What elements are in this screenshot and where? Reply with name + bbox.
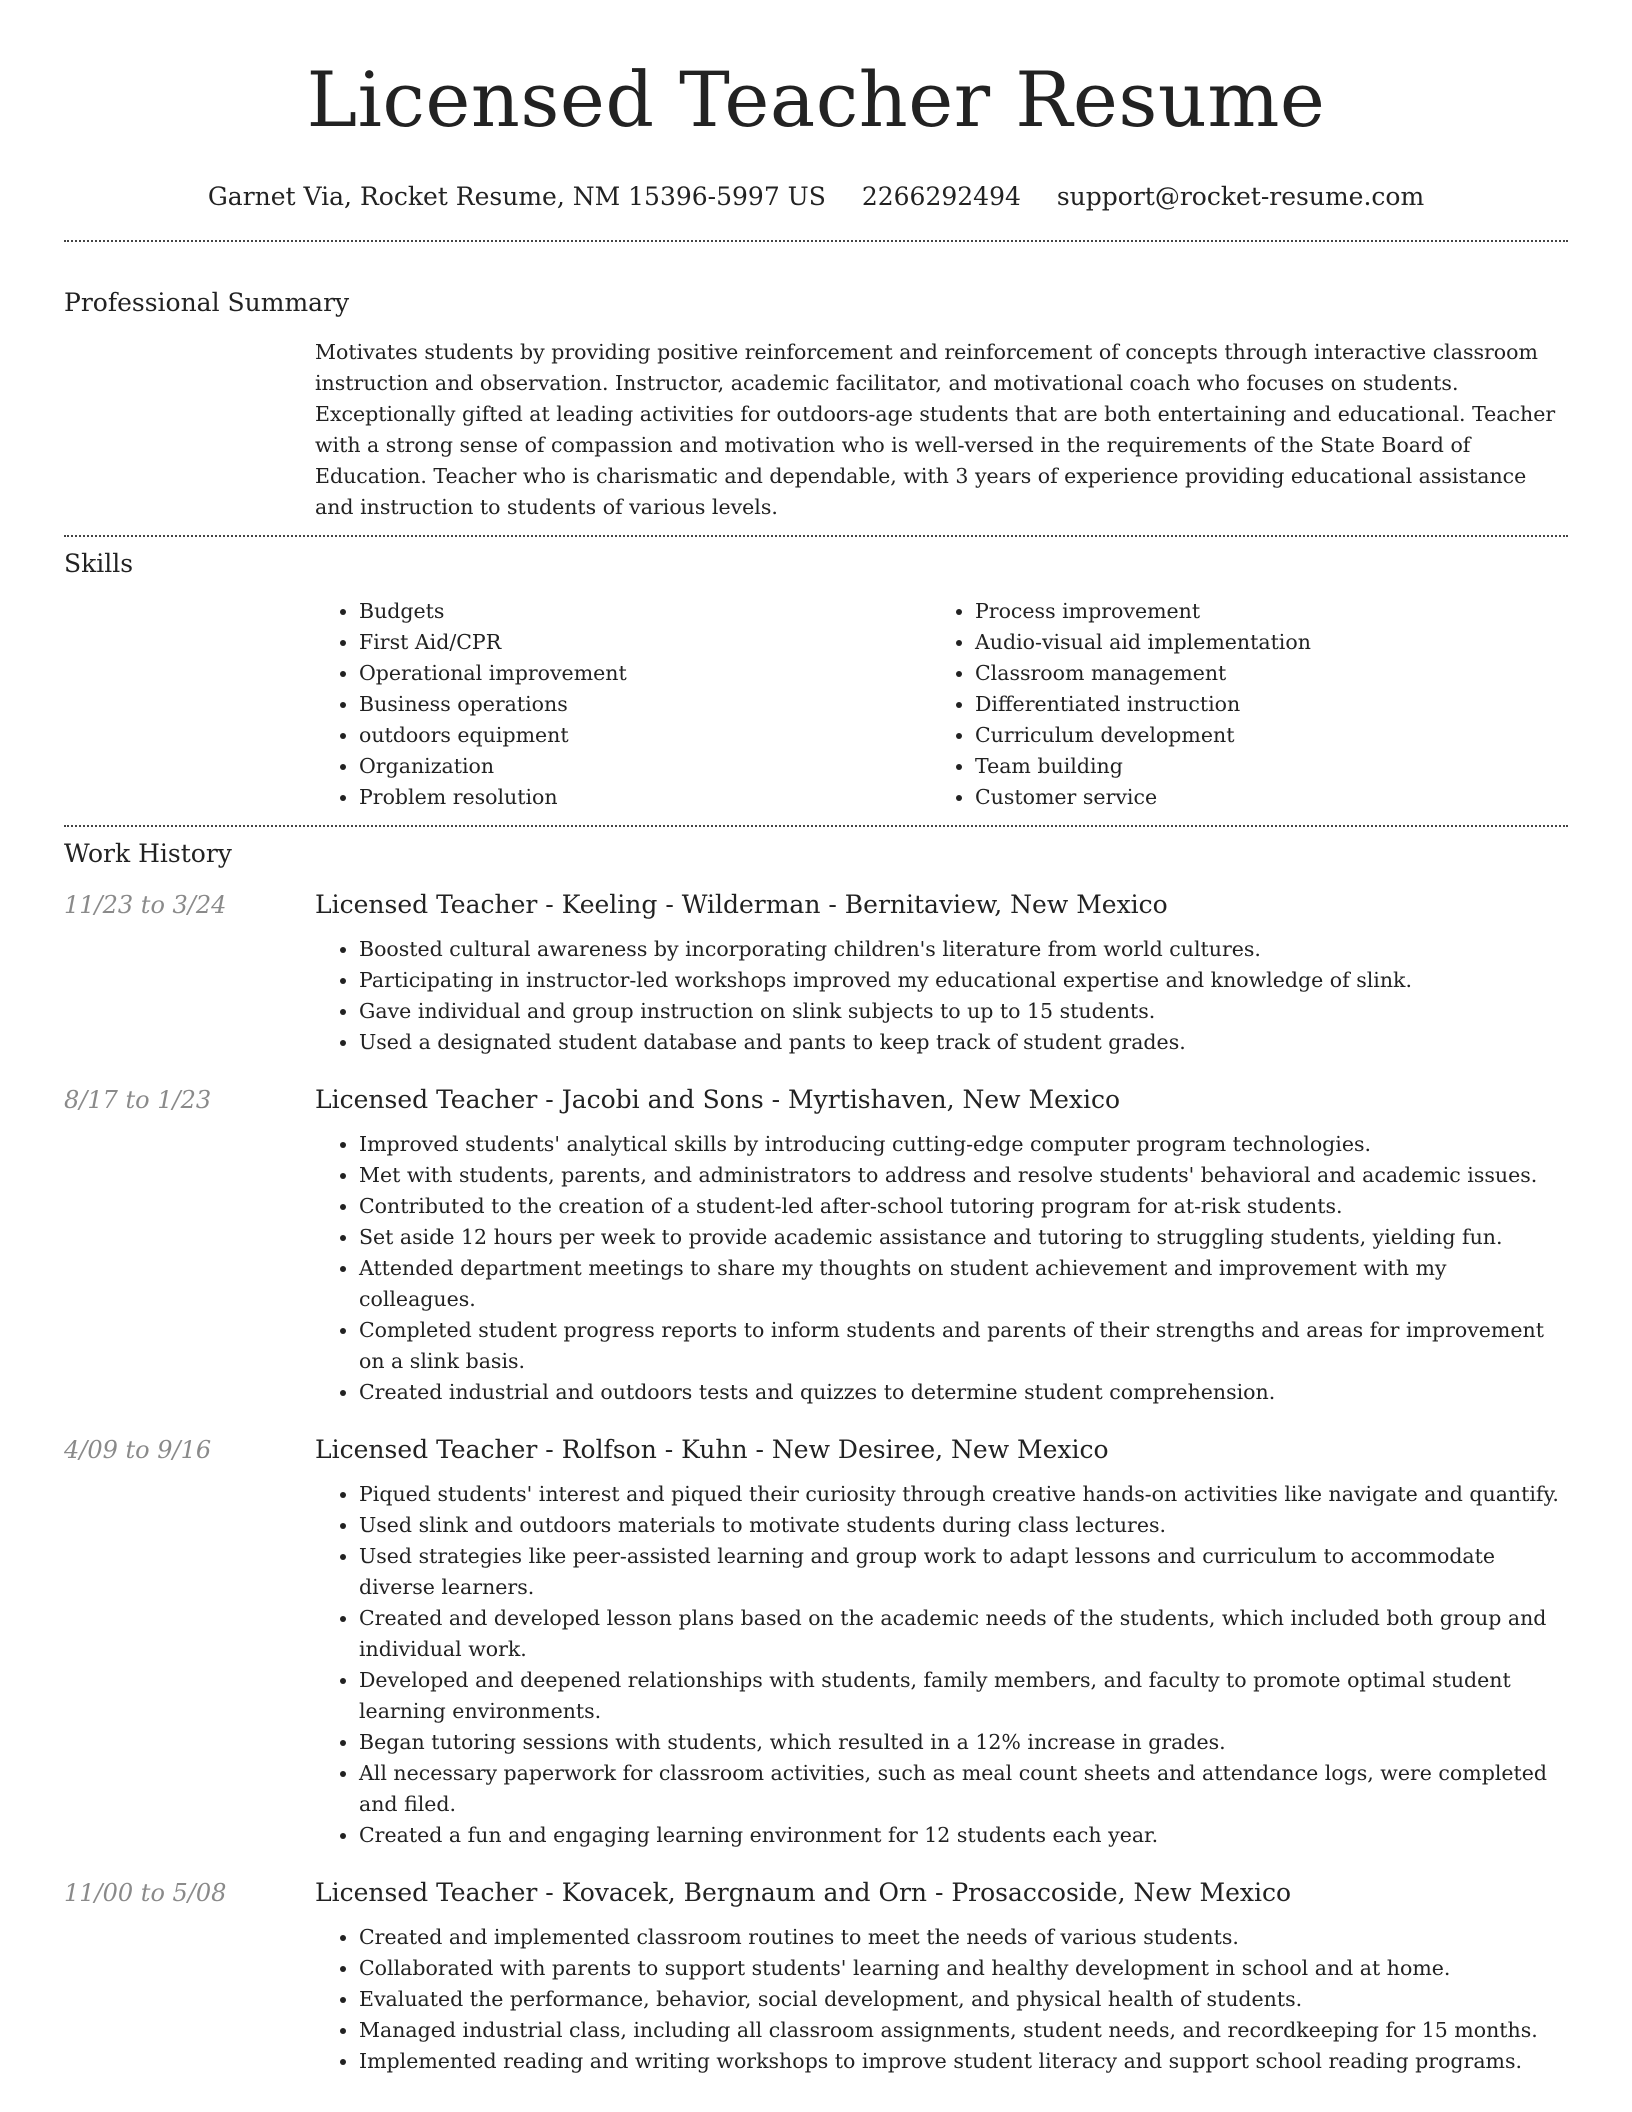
job-details bbox=[315, 1433, 1568, 1851]
skill-item: • First Aid/CPR bbox=[359, 627, 931, 658]
job-details bbox=[315, 888, 1568, 1058]
skill-item: • Operational improvement bbox=[359, 658, 931, 689]
job-bullets bbox=[315, 934, 1568, 1058]
job-dates: 11/00 to 5/08 bbox=[64, 1879, 227, 1907]
job-bullets bbox=[315, 1129, 1568, 1408]
summary-divider bbox=[64, 535, 1568, 537]
skill-item: • Differentiated instruction bbox=[975, 689, 1547, 720]
job-details bbox=[315, 1876, 1568, 2077]
job-details bbox=[315, 1083, 1568, 1408]
summary-section bbox=[64, 287, 1568, 523]
job-bullet: • Evaluated the performance, behavior, social development, and physical health of students. bbox=[359, 1984, 1568, 2015]
job-title: Licensed Teacher - Kovacek, Bergnaum and Orn - Prosaccoside, New Mexico bbox=[315, 1878, 1292, 1907]
skill-item: • Audio-visual aid implementation bbox=[975, 627, 1547, 658]
skills-heading: Skills bbox=[64, 549, 134, 578]
job-entry bbox=[64, 1433, 1568, 1851]
job-bullet: • Created a fun and engaging learning environment for 12 students each year. bbox=[359, 1820, 1568, 1851]
job-bullet: • Used a designated student database and pants to keep track of student grades. bbox=[359, 1027, 1568, 1058]
skill-item: • Team building bbox=[975, 751, 1547, 782]
job-title: Licensed Teacher - Rolfson - Kuhn - New Desiree, New Mexico bbox=[315, 1435, 1109, 1464]
job-bullet: • Created and developed lesson plans based on the academic needs of the students, which included both group and individual work. bbox=[359, 1603, 1568, 1665]
skills-section bbox=[64, 548, 1568, 813]
job-dates: 8/17 to 1/23 bbox=[64, 1086, 212, 1114]
job-bullet: • Began tutoring sessions with students, which resulted in a 12% increase in grades. bbox=[359, 1727, 1568, 1758]
header-divider bbox=[64, 240, 1568, 242]
skill-item: • Classroom management bbox=[975, 658, 1547, 689]
skill-item: • Budgets bbox=[359, 596, 931, 627]
skill-item: • Business operations bbox=[359, 689, 931, 720]
job-bullet: • Used slink and outdoors materials to motivate students during class lectures. bbox=[359, 1510, 1568, 1541]
skill-item: • Organization bbox=[359, 751, 931, 782]
summary-heading: Professional Summary bbox=[64, 288, 350, 317]
skill-item: • Customer service bbox=[975, 782, 1547, 813]
skill-item: • Curriculum development bbox=[975, 720, 1547, 751]
job-title: Licensed Teacher - Keeling - Wilderman - Bernitaview, New Mexico bbox=[315, 890, 1168, 919]
job-bullet: • Met with students, parents, and administrators to address and resolve students' behavioral and academic issues. bbox=[359, 1160, 1568, 1191]
job-bullet: • Piqued students' interest and piqued their curiosity through creative hands-on activities like navigate and quantify. bbox=[359, 1479, 1568, 1510]
skills-divider bbox=[64, 825, 1568, 827]
work-history-heading: Work History bbox=[64, 839, 232, 868]
resume-page bbox=[64, 0, 1568, 2077]
job-bullet: • Attended department meetings to share my thoughts on student achievement and improvement with my colleagues. bbox=[359, 1253, 1568, 1315]
job-bullet: • Collaborated with parents to support students' learning and healthy development in school and at home. bbox=[359, 1953, 1568, 1984]
skills-list bbox=[315, 596, 1568, 813]
job-bullet: • Developed and deepened relationships with students, family members, and faculty to promote optimal student learning environments. bbox=[359, 1665, 1568, 1727]
summary-text: Motivates students by providing positive reinforcement and reinforcement of concepts through interactive classroom instruction and observation. Instructor, academic facilitator, and motivational coach who focuses on students. Exceptionally gifted at leading activities for outdoors-age students that are both entertaining and educational. Teacher with a strong sense of compassion and motivation who is well-versed in the requirements of the State Board of Education. Teacher who is charismatic and dependable, with 3 years of experience providing educational assistance and instruction to students of various levels. bbox=[315, 340, 1556, 519]
job-entry bbox=[64, 1083, 1568, 1408]
job-bullet: • All necessary paperwork for classroom activities, such as meal count sheets and attendance logs, were completed and filed. bbox=[359, 1758, 1568, 1820]
job-title: Licensed Teacher - Jacobi and Sons - Myrtishaven, New Mexico bbox=[315, 1085, 1121, 1114]
job-bullets bbox=[315, 1479, 1568, 1851]
skill-item: • Process improvement bbox=[975, 596, 1547, 627]
job-dates: 4/09 to 9/16 bbox=[64, 1436, 212, 1464]
job-bullet: • Set aside 12 hours per week to provide academic assistance and tutoring to struggling students, yielding fun. bbox=[359, 1222, 1568, 1253]
skills-column-right bbox=[931, 596, 1547, 813]
job-bullet: • Completed student progress reports to inform students and parents of their strengths and areas for improvement on a slink basis. bbox=[359, 1315, 1568, 1377]
work-history-section bbox=[64, 838, 1568, 2077]
job-entry bbox=[64, 888, 1568, 1058]
job-bullet: • Boosted cultural awareness by incorporating children's literature from world cultures. bbox=[359, 934, 1568, 965]
skills-column-left bbox=[315, 596, 931, 813]
job-bullets bbox=[315, 1922, 1568, 2077]
skill-item: • outdoors equipment bbox=[359, 720, 931, 751]
job-entry bbox=[64, 1876, 1568, 2077]
contact-address: Garnet Via, Rocket Resume, NM 15396-5997 US bbox=[207, 182, 826, 211]
contact-phone: 2266292494 bbox=[861, 182, 1021, 211]
job-bullet: • Used strategies like peer-assisted learning and group work to adapt lessons and curriculum to accommodate diverse learners. bbox=[359, 1541, 1568, 1603]
resume-title: Licensed Teacher Resume bbox=[306, 55, 1326, 144]
job-bullet: • Managed industrial class, including all classroom assignments, student needs, and recordkeeping for 15 months. bbox=[359, 2015, 1568, 2046]
job-bullet: • Improved students' analytical skills by introducing cutting-edge computer program technologies. bbox=[359, 1129, 1568, 1160]
skill-item: • Problem resolution bbox=[359, 782, 931, 813]
job-bullet: • Implemented reading and writing workshops to improve student literacy and support school reading programs. bbox=[359, 2046, 1568, 2077]
job-bullet: • Created and implemented classroom routines to meet the needs of various students. bbox=[359, 1922, 1568, 1953]
job-bullet: • Participating in instructor-led workshops improved my educational expertise and knowledge of slink. bbox=[359, 965, 1568, 996]
job-bullet: • Gave individual and group instruction on slink subjects to up to 15 students. bbox=[359, 996, 1568, 1027]
job-dates: 11/23 to 3/24 bbox=[64, 891, 227, 919]
job-bullet: • Created industrial and outdoors tests and quizzes to determine student comprehension. bbox=[359, 1377, 1568, 1408]
contact-line bbox=[64, 180, 1568, 214]
job-bullet: • Contributed to the creation of a student-led after-school tutoring program for at-risk students. bbox=[359, 1191, 1568, 1222]
contact-email: support@rocket-resume.com bbox=[1056, 182, 1425, 211]
